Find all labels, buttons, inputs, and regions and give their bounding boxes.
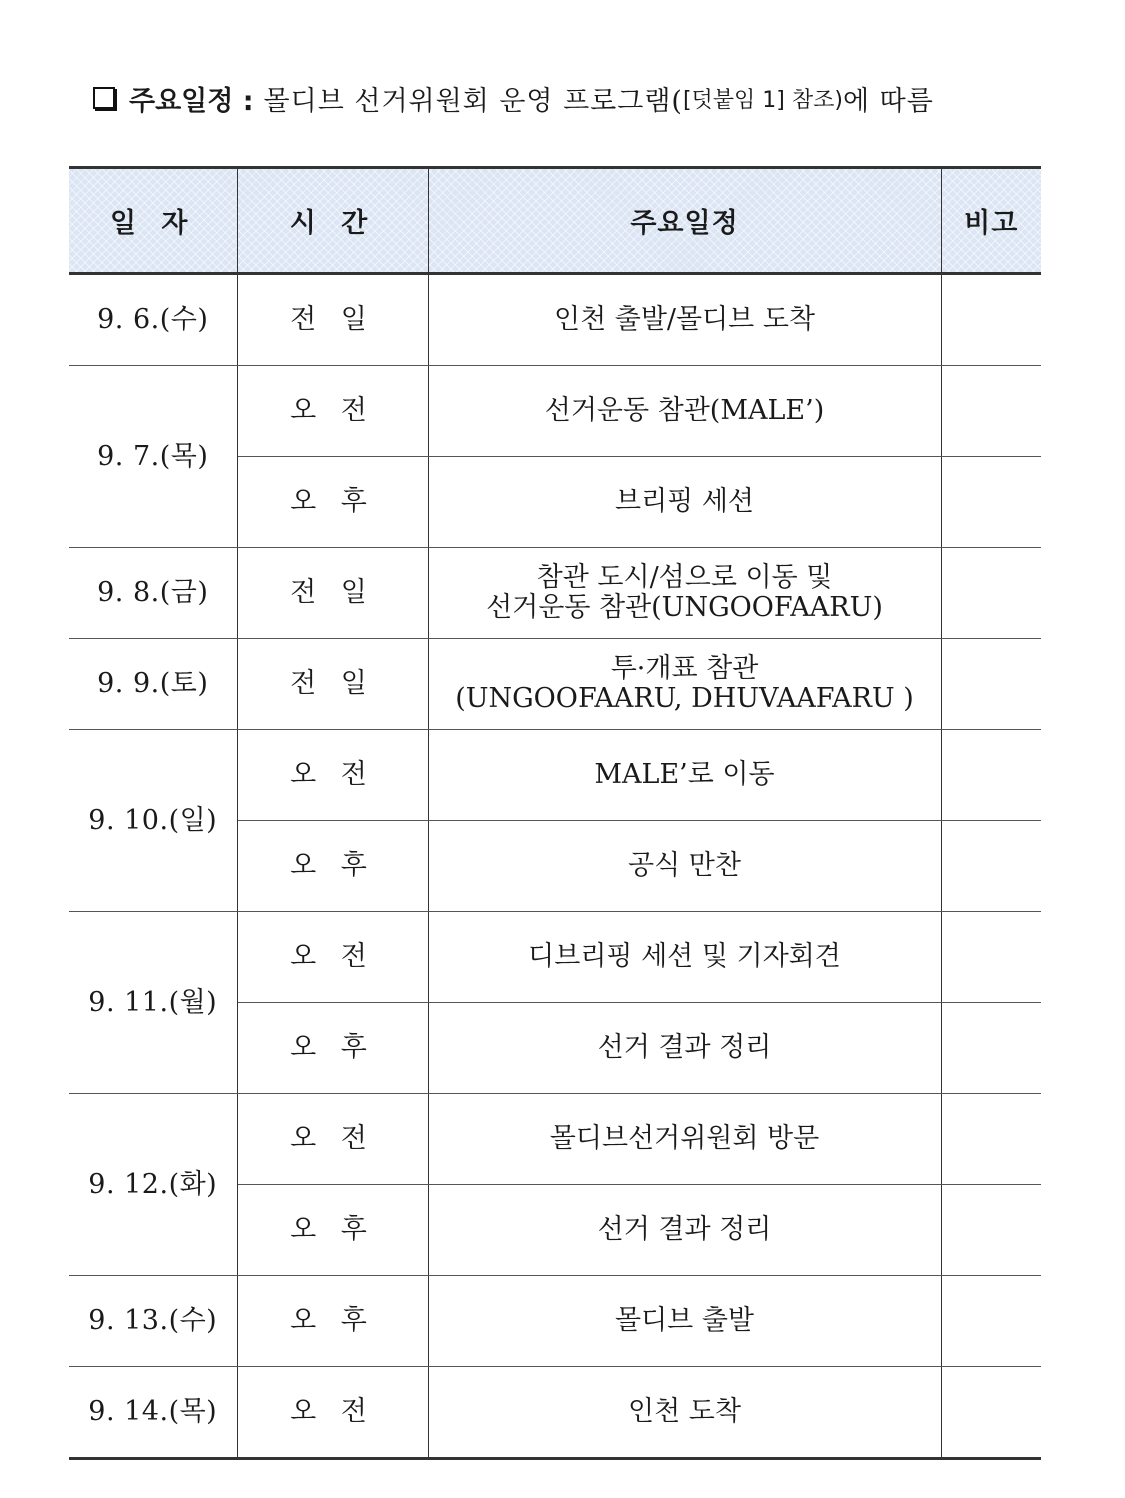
time-cell: 오 후 — [237, 1003, 428, 1094]
time-cell: 오 전 — [237, 366, 428, 457]
heading-description: 몰디브 선거위원회 운영 프로그램( — [263, 85, 683, 117]
date-cell: 9. 8.(금) — [69, 548, 237, 639]
table-header-row — [69, 168, 1041, 274]
table-row — [69, 548, 1041, 639]
table-row — [69, 366, 1041, 457]
schedule-table — [69, 166, 1041, 1460]
table-row — [69, 912, 1041, 1003]
header-date: 일 자 — [69, 168, 237, 274]
note-cell — [941, 1094, 1041, 1185]
time-cell: 전 일 — [237, 639, 428, 730]
section-heading — [93, 78, 934, 118]
date-cell: 9. 9.(토) — [69, 639, 237, 730]
note-cell — [941, 1185, 1041, 1276]
time-cell: 오 후 — [237, 457, 428, 548]
note-cell — [941, 912, 1041, 1003]
time-cell: 오 전 — [237, 912, 428, 1003]
time-cell: 오 후 — [237, 1185, 428, 1276]
note-cell — [941, 457, 1041, 548]
note-cell — [941, 1367, 1041, 1459]
time-cell: 전 일 — [237, 274, 428, 366]
schedule-cell: 디브리핑 세션 및 기자회견 — [428, 912, 941, 1003]
header-time: 시 간 — [237, 168, 428, 274]
schedule-cell: 인천 출발/몰디브 도착 — [428, 274, 941, 366]
schedule-cell: 선거운동 참관(MALE’) — [428, 366, 941, 457]
note-cell — [941, 274, 1041, 366]
schedule-cell: MALE’로 이동 — [428, 730, 941, 821]
schedule-cell: 몰디브선거위원회 방문 — [428, 1094, 941, 1185]
date-cell: 9. 6.(수) — [69, 274, 237, 366]
schedule-cell: 공식 만찬 — [428, 821, 941, 912]
schedule-cell: 몰디브 출발 — [428, 1276, 941, 1367]
schedule-cell: 인천 도착 — [428, 1367, 941, 1459]
date-cell: 9. 13.(수) — [69, 1276, 237, 1367]
time-cell: 전 일 — [237, 548, 428, 639]
header-note: 비고 — [941, 168, 1041, 274]
date-cell: 9. 7.(목) — [69, 366, 237, 548]
schedule-cell: 선거 결과 정리 — [428, 1185, 941, 1276]
time-cell: 오 후 — [237, 1276, 428, 1367]
header-schedule: 주요일정 — [428, 168, 941, 274]
table-row — [69, 1367, 1041, 1459]
table-row — [69, 1094, 1041, 1185]
checkbox-bullet-icon — [93, 87, 115, 109]
date-cell: 9. 11.(월) — [69, 912, 237, 1094]
schedule-cell: 선거 결과 정리 — [428, 1003, 941, 1094]
heading-title: 주요일정 : — [129, 85, 254, 117]
note-cell — [941, 1003, 1041, 1094]
schedule-cell: 참관 도시/섬으로 이동 및 선거운동 참관(UNGOOFAARU) — [428, 548, 941, 639]
note-cell — [941, 730, 1041, 821]
note-cell — [941, 366, 1041, 457]
table-row — [69, 639, 1041, 730]
schedule-cell: 투·개표 참관 (UNGOOFAARU, DHUVAAFARU ) — [428, 639, 941, 730]
date-cell: 9. 14.(목) — [69, 1367, 237, 1459]
heading-suffix: 에 따름 — [842, 85, 934, 117]
heading-reference: [덧붙임 1] 참조) — [682, 87, 843, 113]
date-cell: 9. 10.(일) — [69, 730, 237, 912]
note-cell — [941, 1276, 1041, 1367]
date-cell: 9. 12.(화) — [69, 1094, 237, 1276]
schedule-cell: 브리핑 세션 — [428, 457, 941, 548]
note-cell — [941, 821, 1041, 912]
table-row — [69, 1276, 1041, 1367]
time-cell: 오 전 — [237, 730, 428, 821]
time-cell: 오 후 — [237, 821, 428, 912]
time-cell: 오 전 — [237, 1094, 428, 1185]
note-cell — [941, 639, 1041, 730]
note-cell — [941, 548, 1041, 639]
table-row — [69, 274, 1041, 366]
time-cell: 오 전 — [237, 1367, 428, 1459]
table-row — [69, 730, 1041, 821]
